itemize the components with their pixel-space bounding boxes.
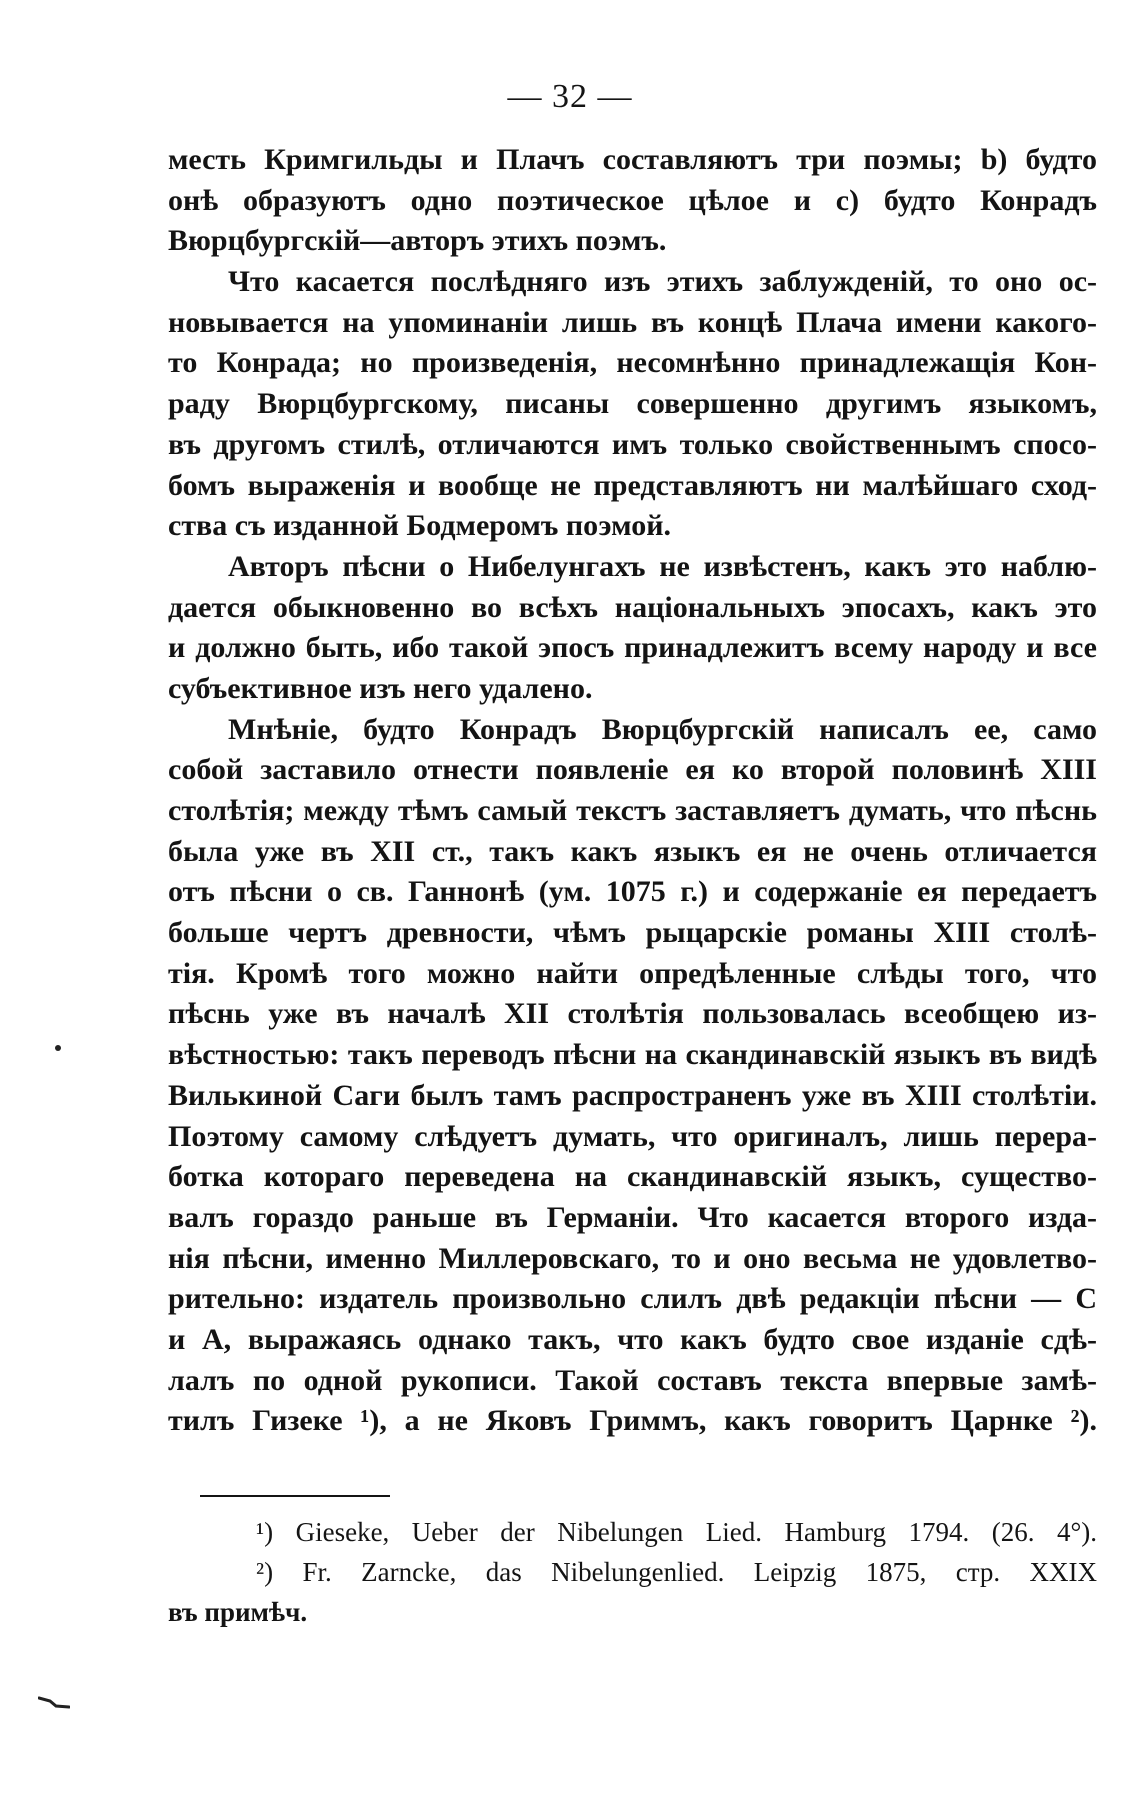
text-line: вѣстностью: такъ переводъ пѣсни на скандинавскій языкъ въ видѣ xyxy=(168,1038,1097,1072)
text-line: бомъ выраженія и вообще не представляютъ ни малѣйшаго сход- xyxy=(168,468,1097,502)
text-line: субъективное изъ него удалено. xyxy=(168,671,593,705)
body-text xyxy=(168,140,1097,1442)
text-line: Мнѣніе, будто Конрадъ Вюрцбургскій написалъ ее, само xyxy=(228,712,1097,746)
text-line: новывается на упоминаніи лишь въ концѣ Плача имени какого- xyxy=(168,305,1097,339)
text-line: и должно быть, ибо такой эпосъ принадлежитъ всему народу и все xyxy=(168,631,1097,665)
text-line: нія пѣсни, именно Миллеровскаго, то и оно весьма не удовлетво- xyxy=(168,1241,1097,1275)
text-line: Вилькиной Саги былъ тамъ распространенъ уже въ XIII столѣтіи. xyxy=(168,1078,1097,1112)
text-line: въ другомъ стилѣ, отличаются имъ только свойственнымъ спосо- xyxy=(168,427,1097,461)
text-line: ства съ изданной Бодмеромъ поэмой. xyxy=(168,509,671,543)
text-line: валъ гораздо раньше въ Германіи. Что касается второго изда- xyxy=(168,1200,1097,1234)
text-line: была уже въ XII ст., такъ какъ языкъ ея не очень отличается xyxy=(168,834,1097,868)
text-line: то Конрада; но произведенія, несомнѣнно принадлежащія Кон- xyxy=(168,346,1097,380)
text-line: пѣснь уже въ началѣ XII столѣтія пользовалась всеобщею из- xyxy=(168,997,1097,1031)
text-line: Вюрцбургскій—авторъ этихъ поэмъ. xyxy=(168,224,667,258)
margin-dot-mark xyxy=(55,1045,61,1051)
footnote-line: ¹) Gieseke, Ueber der Nibelungen Lied. Hamburg 1794. (26. 4°). xyxy=(256,1517,1097,1547)
text-line: Что касается послѣдняго изъ этихъ заблужденій, то оно ос- xyxy=(228,265,1097,299)
text-line: ботка котораго переведена на скандинавскій языкъ, существо- xyxy=(168,1160,1097,1194)
margin-tick-mark xyxy=(38,1695,70,1709)
text-line: тилъ Гизеке ¹), а не Яковъ Гриммъ, какъ говоритъ Царнке ²). xyxy=(168,1404,1097,1438)
footnote-line: въ примѣч. xyxy=(168,1597,308,1627)
text-line: Авторъ пѣсни о Нибелунгахъ не извѣстенъ, какъ это наблю- xyxy=(228,549,1097,583)
text-line: больше чертъ древности, чѣмъ рыцарскіе романы XIII столѣ- xyxy=(168,916,1097,950)
text-line: столѣтія; между тѣмъ самый текстъ заставляетъ думать, что пѣснь xyxy=(168,794,1097,827)
text-line: и A, выражаясь однако такъ, что какъ будто свое изданіе сдѣ- xyxy=(168,1322,1097,1356)
footnotes xyxy=(168,1512,1097,1632)
text-line: отъ пѣсни о св. Ганнонѣ (ум. 1075 г.) и содержаніе ея передаетъ xyxy=(168,875,1097,909)
text-line: рительно: издатель произвольно слилъ двѣ редакціи пѣсни — C xyxy=(168,1282,1097,1316)
text-line: Поэтому самому слѣдуетъ думать, что оригиналъ, лишь перера- xyxy=(168,1119,1097,1153)
page-number: — 32 — xyxy=(507,78,633,115)
text-line: тія. Кромѣ того можно найти опредѣленные слѣды того, что xyxy=(168,956,1097,990)
text-line: дается обыкновенно во всѣхъ національныхъ эпосахъ, какъ это xyxy=(168,590,1097,624)
text-line: онѣ образуютъ одно поэтическое цѣлое и с) будто Конрадъ xyxy=(168,183,1097,217)
text-line: собой заставило отнести появленіе ея ко второй половинѣ XIII xyxy=(168,753,1097,787)
text-line: месть Кримгильды и Плачъ составляютъ три поэмы; b) будто xyxy=(168,143,1097,176)
text-line: раду Вюрцбургскому, писаны совершенно другимъ языкомъ, xyxy=(168,387,1097,421)
text-line: лалъ по одной рукописи. Такой составъ текста впервые замѣ- xyxy=(168,1363,1097,1397)
footnote-line: ²) Fr. Zarncke, das Nibelungenlied. Leipzig 1875, стр. XXIX xyxy=(256,1557,1097,1587)
footnote-separator xyxy=(200,1495,390,1497)
